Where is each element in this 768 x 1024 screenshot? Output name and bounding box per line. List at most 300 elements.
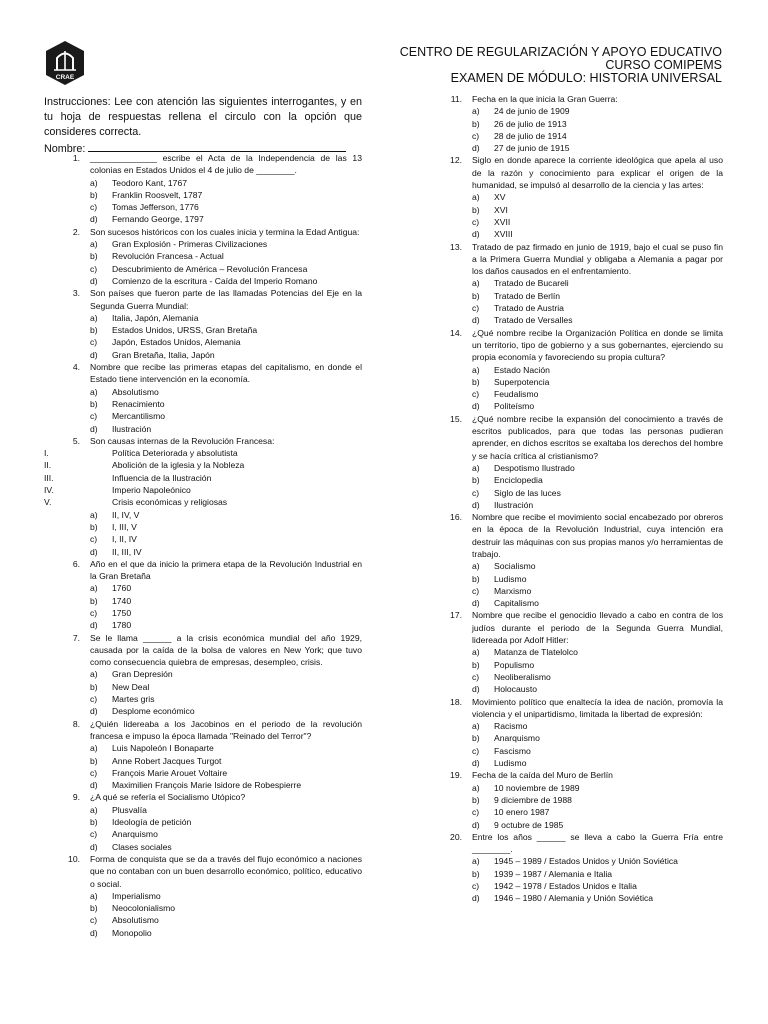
option-letter: c) (90, 829, 98, 840)
option-text: Politeísmo (494, 401, 535, 412)
roman-statement (44, 459, 362, 471)
nombre-field[interactable] (88, 140, 346, 152)
question-prompt: Fecha en la que inicia la Gran Guerra: (472, 94, 618, 104)
option-letter: b) (472, 290, 480, 301)
answer-option (426, 855, 723, 867)
question-item (426, 93, 723, 154)
answer-option (426, 191, 723, 203)
answer-option (44, 804, 362, 816)
answer-option (44, 546, 362, 558)
answer-option (426, 290, 723, 302)
question-item (44, 853, 362, 939)
option-text: Despotismo Ilustrado (494, 462, 575, 473)
option-text: Siglo de las luces (494, 487, 561, 498)
header-exam-title: EXAMEN DE MÓDULO: HISTORIA UNIVERSAL (450, 71, 722, 85)
question-prompt: Año en el que da inicio la primera etapa de la Revolución Industrial en la Gran Bretaña (90, 558, 362, 582)
answer-option (426, 819, 723, 831)
answer-option (426, 142, 723, 154)
answer-option (426, 671, 723, 683)
option-letter: a) (472, 721, 480, 732)
answer-option (426, 892, 723, 904)
question-number: 20. (450, 831, 462, 842)
question-text (426, 413, 723, 462)
option-text: Capitalismo (494, 598, 539, 609)
question-item (44, 287, 362, 361)
question-text (44, 632, 362, 669)
option-text: Tratado de Versalles (494, 315, 573, 326)
option-letter: b) (472, 733, 480, 744)
question-text (44, 791, 362, 803)
answer-option (426, 499, 723, 511)
answer-option (44, 386, 362, 398)
answer-option (44, 189, 362, 201)
option-letter: b) (90, 681, 98, 692)
option-text: Fascismo (494, 745, 531, 756)
answer-option (426, 376, 723, 388)
answer-option (426, 487, 723, 499)
option-letter: a) (90, 239, 98, 250)
answer-option (426, 732, 723, 744)
option-letter: d) (90, 349, 98, 360)
roman-statement (44, 447, 362, 459)
header-course: CURSO COMIPEMS (605, 58, 722, 72)
answer-option (426, 216, 723, 228)
question-text (44, 718, 362, 743)
question-prompt: Forma de conquista que se da a través del flujo económico a naciones que no contaban con un buen desarrollo económico, político, educativo o social. (90, 853, 362, 889)
option-letter: b) (90, 595, 98, 606)
option-text: Gran Depresión (112, 669, 173, 680)
question-text (44, 435, 362, 447)
option-letter: a) (472, 856, 480, 867)
option-text: Renacimiento (112, 398, 165, 409)
answer-option (426, 720, 723, 732)
question-text (426, 831, 723, 856)
option-letter: a) (472, 782, 480, 793)
option-text: Fernando George, 1797 (112, 214, 204, 225)
option-text: 1939 – 1987 / Alemania e Italia (494, 868, 613, 879)
answer-option (426, 585, 723, 597)
option-text: I, II, IV (112, 534, 137, 545)
option-letter: a) (472, 647, 480, 658)
option-text: 1760 (112, 583, 132, 594)
option-letter: b) (472, 204, 480, 215)
questions-column-right (426, 93, 723, 905)
answer-option (44, 250, 362, 262)
option-letter: b) (90, 755, 98, 766)
option-letter: b) (90, 903, 98, 914)
option-text: Comienzo de la escritura - Caída del Imperio Romano (112, 275, 318, 286)
answer-option (426, 683, 723, 695)
question-number: 18. (450, 696, 462, 707)
question-text (44, 152, 362, 177)
option-text: 1780 (112, 620, 132, 631)
option-letter: a) (90, 890, 98, 901)
option-letter: b) (472, 376, 480, 387)
option-letter: d) (472, 315, 480, 326)
option-text: XVI (494, 204, 508, 215)
option-letter: c) (472, 671, 480, 682)
option-letter: c) (90, 534, 98, 545)
option-text: Tratado de Austria (494, 303, 564, 314)
question-prompt: Movimiento político que enaltecía la idea de nación, promovía la violencia y el unipartidismo, limitada la libertad de expresión: (472, 696, 723, 719)
option-letter: c) (90, 411, 98, 422)
question-item (44, 435, 362, 558)
option-letter: c) (472, 807, 480, 818)
option-text: Absolutismo (112, 386, 159, 397)
question-number: 6. (72, 558, 80, 569)
option-text: Anarquismo (112, 829, 158, 840)
question-prompt: Tratado de paz firmado en junio de 1919, bajo el cual se puso fin a la Primera Guerra Mundial y obligaba a Alemania a pagar por los daños causados en el enfrentamiento. (472, 241, 723, 277)
option-text: Populismo (494, 659, 535, 670)
question-item (44, 152, 362, 226)
roman-statement-text: Política Deteriorada y absolutista (112, 448, 238, 459)
option-letter: d) (472, 401, 480, 412)
option-text: Clases sociales (112, 841, 172, 852)
option-letter: c) (90, 337, 98, 348)
question-prompt: Siglo en donde aparece la corriente ideológica que apela al uso de la razón y conocimiento para explicar el origen de la humanidad, se impulsó al desarrollo de la ciencia y las artes: (472, 155, 723, 191)
answer-option (44, 927, 362, 939)
answer-option (426, 130, 723, 142)
answer-option (426, 745, 723, 757)
question-number: 10. (68, 853, 80, 864)
question-item (44, 361, 362, 435)
option-text: 9 octubre de 1985 (494, 819, 564, 830)
option-text: Holocausto (494, 684, 537, 695)
question-text (44, 558, 362, 583)
option-letter: c) (472, 585, 480, 596)
option-letter: a) (90, 177, 98, 188)
answer-option (426, 560, 723, 572)
answer-option (426, 462, 723, 474)
option-letter: b) (90, 189, 98, 200)
answer-option (44, 582, 362, 594)
question-number: 13. (450, 241, 462, 252)
roman-numeral: IV. (44, 485, 54, 496)
option-letter: a) (90, 386, 98, 397)
option-text: Ideología de petición (112, 817, 192, 828)
question-number: 4. (72, 362, 80, 373)
question-item (44, 632, 362, 718)
option-letter: d) (472, 684, 480, 695)
option-text: 28 de julio de 1914 (494, 130, 567, 141)
question-item (44, 791, 362, 852)
question-text (44, 853, 362, 890)
option-text: Anarquismo (494, 733, 540, 744)
option-letter: a) (472, 278, 480, 289)
option-letter: d) (90, 841, 98, 852)
question-prompt: ¿Quién lidereaba a los Jacobinos en el periodo de la revolución francesa e impuso la época llamada "Reinado del Terror"? (90, 718, 362, 741)
option-letter: c) (90, 263, 98, 274)
option-text: New Deal (112, 681, 150, 692)
answer-option (44, 263, 362, 275)
answer-option (44, 275, 362, 287)
option-letter: d) (472, 143, 480, 154)
question-prompt: Son causas internas de la Revolución Francesa: (90, 435, 275, 446)
answer-option (44, 312, 362, 324)
option-text: Luis Napoleón I Bonaparte (112, 743, 214, 754)
option-text: Estado Nación (494, 364, 550, 375)
answer-option (44, 705, 362, 717)
question-prompt: Entre los años ______ se lleva a cabo la Guerra Fría entre ________. (472, 831, 723, 855)
option-text: 9 diciembre de 1988 (494, 794, 572, 805)
option-text: Imperialismo (112, 890, 161, 901)
question-text (426, 511, 723, 560)
roman-statement (44, 472, 362, 484)
option-text: Socialismo (494, 561, 536, 572)
option-letter: d) (90, 275, 98, 286)
logo-text: CRAE (55, 74, 75, 81)
questions-column-left (44, 152, 362, 939)
answer-option (426, 597, 723, 609)
nombre-label: Nombre: (44, 143, 86, 155)
question-prompt: Nombre que recibe las primeras etapas del capitalismo, en donde el Estado tiene intervención en la economía. (90, 362, 362, 385)
question-prompt: Nombre que recibe el genocidio llevado a cabo en contra de los judíos durante el periodo de la Segunda Guerra Mundial, lidereada por Adolf Hitler: (472, 610, 723, 646)
option-text: Ludismo (494, 758, 527, 769)
option-letter: d) (90, 927, 98, 938)
option-letter: a) (472, 561, 480, 572)
question-number: 7. (72, 632, 80, 643)
question-number: 12. (450, 155, 462, 166)
option-letter: d) (472, 499, 480, 510)
roman-numeral: V. (44, 497, 52, 508)
answer-option (426, 782, 723, 794)
answer-option (44, 902, 362, 914)
option-text: Enciclopedia (494, 475, 543, 486)
answer-option (426, 118, 723, 130)
answer-option (44, 595, 362, 607)
roman-numeral: III. (44, 472, 54, 483)
crae-logo-icon (44, 40, 86, 86)
option-text: Martes gris (112, 694, 155, 705)
option-letter: c) (472, 216, 480, 227)
answer-option (44, 533, 362, 545)
answer-option (44, 755, 362, 767)
answer-option (44, 423, 362, 435)
answer-option (44, 324, 362, 336)
answer-option (44, 816, 362, 828)
option-text: 24 de junio de 1909 (494, 106, 570, 117)
option-letter: c) (472, 389, 480, 400)
question-prompt: ______________ escribe el Acta de la Independencia de las 13 colonias en Estados Unidos el 4 de julio de ________. (90, 153, 362, 176)
question-text (44, 226, 362, 238)
answer-option (426, 806, 723, 818)
option-text: 1946 – 1980 / Alemania y Unión Soviética (494, 893, 654, 904)
option-letter: a) (90, 312, 98, 323)
question-text (44, 361, 362, 386)
question-prompt: ¿A qué se refería el Socialismo Utópico? (90, 792, 246, 803)
option-letter: c) (90, 202, 98, 213)
option-text: Racismo (494, 721, 528, 732)
option-letter: d) (90, 780, 98, 791)
roman-statement (44, 496, 362, 508)
question-prompt: ¿Qué nombre recibe la Organización Política en donde se limita un territorio, tipo de gobierno y a sus gobernantes, ejerciendo su propia economía y favoreciendo su propia cultura? (472, 327, 723, 363)
question-text (426, 241, 723, 278)
option-letter: a) (472, 192, 480, 203)
question-number: 1. (72, 153, 80, 163)
question-number: 17. (450, 610, 462, 621)
option-letter: c) (90, 607, 98, 618)
answer-option (44, 177, 362, 189)
option-letter: d) (90, 706, 98, 717)
question-item (426, 696, 723, 770)
question-prompt: Son sucesos históricos con los cuales inicia y termina la Edad Antigua: (90, 226, 360, 237)
answer-option (44, 336, 362, 348)
option-letter: d) (90, 214, 98, 225)
option-letter: b) (90, 251, 98, 262)
option-text: Ilustración (112, 423, 152, 434)
option-letter: b) (90, 817, 98, 828)
answer-option (426, 314, 723, 326)
question-text (426, 696, 723, 721)
option-letter: d) (472, 598, 480, 609)
answer-option (426, 868, 723, 880)
question-number: 15. (450, 413, 462, 424)
answer-option (44, 521, 362, 533)
option-text: Marxismo (494, 585, 532, 596)
answer-option (44, 668, 362, 680)
answer-option (44, 693, 362, 705)
option-text: Franklin Roosvelt, 1787 (112, 189, 203, 200)
question-item (426, 154, 723, 240)
answer-option (44, 349, 362, 361)
option-letter: b) (472, 868, 480, 879)
roman-statement-text: Abolición de la iglesia y la Nobleza (112, 460, 245, 471)
option-letter: a) (90, 669, 98, 680)
question-number: 2. (72, 226, 80, 237)
option-letter: b) (90, 521, 98, 532)
option-letter: a) (90, 804, 98, 815)
option-text: 10 enero 1987 (494, 807, 550, 818)
answer-option (426, 400, 723, 412)
crae-logo (44, 40, 86, 86)
answer-option (44, 767, 362, 779)
option-letter: a) (472, 106, 480, 117)
question-text (426, 609, 723, 646)
question-number: 16. (450, 512, 462, 523)
option-text: Tratado de Berlín (494, 290, 561, 301)
answer-option (44, 509, 362, 521)
answer-option (44, 681, 362, 693)
question-item (44, 558, 362, 632)
question-text (426, 769, 723, 781)
option-text: 10 noviembre de 1989 (494, 782, 580, 793)
option-text: Descubrimiento de América – Revolución Francesa (112, 263, 308, 274)
answer-option (426, 794, 723, 806)
option-letter: c) (472, 745, 480, 756)
question-item (426, 327, 723, 413)
option-text: I, III, V (112, 521, 137, 532)
option-text: XVIII (494, 229, 513, 240)
option-letter: b) (90, 325, 98, 336)
question-item (426, 769, 723, 830)
option-text: Tomas Jefferson, 1776 (112, 202, 199, 213)
question-prompt: Se le llama ______ a la crisis económica mundial del año 1929, causada por la caída de la bolsa de valores en New York; que tuvo como consecuencia quiebra de empresas, desempleo, crisis. (90, 632, 362, 668)
question-item (44, 718, 362, 792)
option-text: Maximilien François Marie Isidore de Robespierre (112, 780, 302, 791)
question-prompt: Fecha de la caída del Muro de Berlín (472, 770, 613, 781)
option-letter: d) (90, 546, 98, 557)
option-text: II, III, IV (112, 546, 142, 557)
question-item (426, 831, 723, 905)
document-header (400, 46, 722, 85)
option-text: Monopolio (112, 927, 152, 938)
question-prompt: Son países que fueron parte de las llamadas Potencias del Eje en la Segunda Guerra Mundial: (90, 288, 362, 311)
option-text: Ludismo (494, 573, 527, 584)
option-text: 1740 (112, 595, 132, 606)
option-text: Feudalismo (494, 389, 539, 400)
option-letter: c) (90, 694, 98, 705)
answer-option (426, 757, 723, 769)
option-text: Revolución Francesa - Actual (112, 251, 224, 262)
answer-option (44, 238, 362, 250)
answer-option (44, 201, 362, 213)
option-letter: b) (472, 118, 480, 129)
answer-option (426, 474, 723, 486)
answer-option (44, 410, 362, 422)
option-text: Desplome económico (112, 706, 195, 717)
question-prompt: Nombre que recibe el movimiento social encabezado por obreros en la época de la Revolución Industrial, cuya intención era destruir las máquinas con sus propias manos y/o herramientas de trabajo. (472, 512, 723, 559)
answer-option (44, 914, 362, 926)
option-letter: a) (472, 364, 480, 375)
option-letter: c) (472, 881, 480, 891)
option-text: Absolutismo (112, 915, 159, 926)
instructions-text: Instrucciones: Lee con atención las siguientes interrogantes, y en tu hoja de respuestas rellena el circulo con la opción que consideres correcta. (44, 96, 362, 138)
option-text: Mercantilismo (112, 411, 166, 422)
question-number: 8. (72, 718, 80, 729)
option-letter: b) (472, 794, 480, 805)
option-letter: a) (90, 743, 98, 754)
answer-option (44, 213, 362, 225)
option-letter: d) (472, 893, 480, 904)
option-text: Matanza de Tlatelolco (494, 647, 578, 658)
question-item (426, 413, 723, 511)
option-text: Gran Explosión - Primeras Civilizaciones (112, 239, 268, 250)
option-letter: b) (472, 659, 480, 670)
question-prompt: ¿Qué nombre recibe la expansión del conocimiento a través de escritos publicados, para que todas las personas pudieran aprender, en dichos escritos se exaltaba los derechos del hombre y se hacía crítica al cristianismo? (472, 413, 723, 461)
option-text: Neocolonialismo (112, 903, 176, 914)
option-letter: d) (472, 758, 480, 769)
option-text: Ilustración (494, 499, 534, 510)
roman-numeral: II. (44, 460, 52, 471)
roman-numeral: I. (44, 448, 49, 459)
answer-option (426, 646, 723, 658)
option-text: Plusvalía (112, 804, 147, 815)
roman-statement-text: Influencia de la Ilustración (112, 472, 212, 483)
answer-option (44, 828, 362, 840)
option-letter: c) (472, 130, 480, 141)
roman-statement-text: Crisis económicas y religiosas (112, 497, 228, 508)
answer-option (44, 619, 362, 631)
option-letter: d) (472, 819, 480, 830)
question-item (426, 241, 723, 327)
answer-option (426, 204, 723, 216)
option-text: 1750 (112, 607, 132, 618)
question-number: 3. (72, 288, 80, 299)
answer-option (44, 779, 362, 791)
option-letter: b) (472, 573, 480, 584)
option-text: 27 de junio de 1915 (494, 143, 570, 154)
answer-option (426, 277, 723, 289)
option-text: Japón, Estados Unidos, Alemania (112, 337, 241, 348)
option-text: 1945 – 1989 / Estados Unidos y Unión Soviética (494, 856, 678, 867)
option-text: Tratado de Bucareli (494, 278, 569, 289)
question-number: 5. (72, 435, 80, 446)
question-text (426, 154, 723, 191)
question-item (426, 609, 723, 695)
option-text: II, IV, V (112, 509, 140, 520)
answer-option (44, 742, 362, 754)
option-letter: a) (90, 509, 98, 520)
